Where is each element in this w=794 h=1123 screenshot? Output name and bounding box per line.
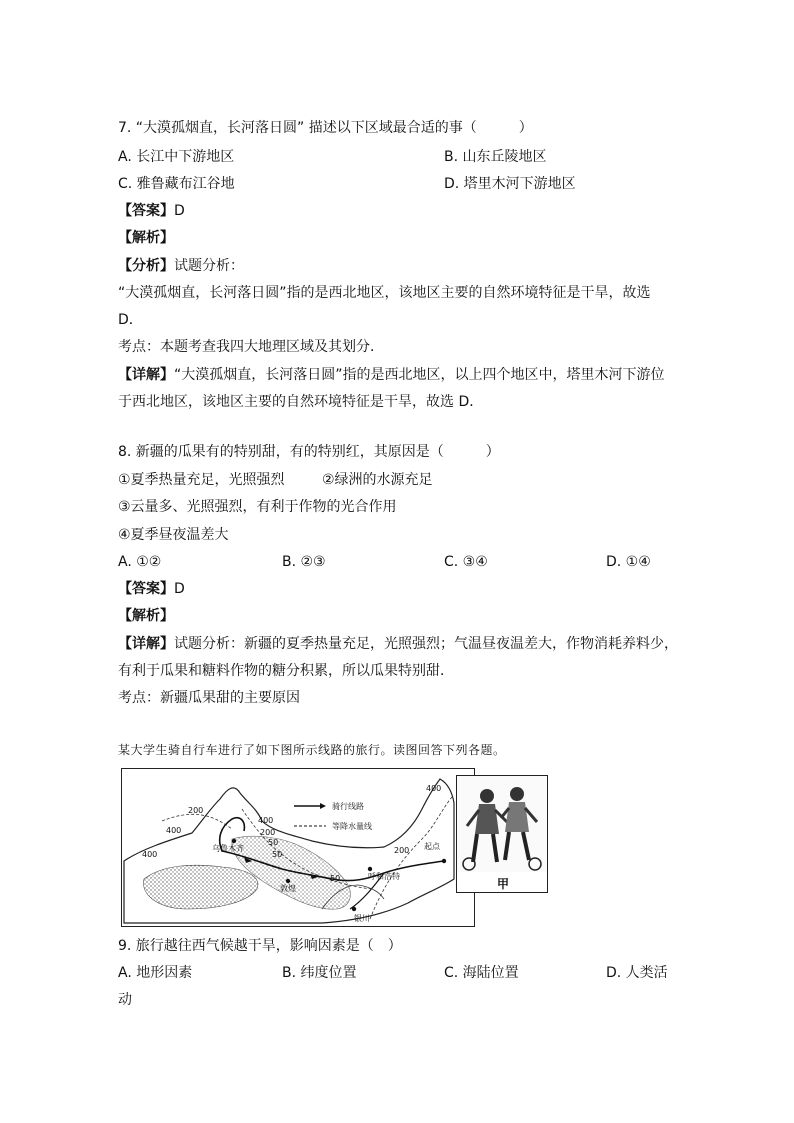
label-yinchuan: 银川: [354, 914, 370, 923]
q8-item-4: ④夏季昼夜温差大: [118, 527, 229, 543]
isohyet-value: 50: [272, 850, 283, 859]
isohyet-value: 400: [426, 784, 442, 793]
q7-fenxi-line: [118, 256, 244, 276]
label-hohhot: 呼和浩特: [368, 872, 400, 881]
gobi-desert: [232, 836, 351, 909]
isohyet-value: 400: [142, 850, 158, 859]
legend-route-arrow: [320, 803, 326, 809]
q8-kaodian: 考点：新疆瓜果甜的主要原因: [118, 690, 300, 706]
isohyet-value: 200: [260, 828, 276, 837]
q9-option-c: C. 海陆位置: [444, 965, 519, 981]
q7-answer-label: 【答案】: [118, 203, 174, 219]
q9-option-a: A. 地形因素: [118, 965, 193, 981]
cyclists-illustration: [457, 776, 547, 892]
q9-option-d: D. 人类活: [606, 965, 668, 981]
isohyet-value: 400: [258, 816, 274, 825]
q7-answer: D: [174, 203, 185, 219]
q7-kaodian: 考点：本题考查我四大地理区域及其划分．: [118, 339, 384, 355]
figure-jia: [456, 775, 548, 893]
q9-option-d-wrap: 动: [118, 992, 132, 1008]
q7-detail-text-1: “大漠孤烟直，长河落日圆”指的是西北地区，以上四个地区中，塔里木河下游位: [174, 367, 665, 383]
q8-option-c: C. ③④: [444, 554, 488, 570]
q7-option-d: D. 塔里木河下游地区: [444, 176, 576, 192]
q7-answer-line: [118, 201, 185, 221]
q8-detail-label: 【详解】: [118, 636, 174, 652]
q8-analysis-label: 【解析】: [118, 608, 174, 624]
q7-body-line-2: D．: [118, 312, 143, 328]
tarim-desert: [144, 865, 258, 909]
q7-fenxi-label: 【分析】: [118, 258, 174, 274]
q7-detail-label: 【详解】: [118, 367, 174, 383]
legend-isohyet-label: 等降水量线: [332, 822, 372, 831]
figure-label: 甲: [497, 877, 510, 891]
city-dot: [368, 867, 372, 871]
q8-item-2: ②绿洲的水源充足: [322, 472, 433, 488]
q7-stem: 7. “大漠孤烟直，长河落日圆” 描述以下区域最合适的事（ ）: [118, 120, 533, 136]
q8-detail-line-1: [118, 634, 678, 654]
isohyet-value: 200: [394, 846, 410, 855]
isohyet-value: 50: [330, 874, 341, 883]
q9-intro: 某大学生骑自行车进行了如下图所示线路的旅行。读图回答下列各题。: [118, 743, 506, 757]
q9-option-b: B. 纬度位置: [282, 965, 357, 981]
route-map: [121, 768, 475, 927]
q7-option-c: C. 雅鲁藏布江谷地: [118, 176, 235, 192]
isohyet-value: 400: [166, 826, 182, 835]
q8-option-a: A. ①②: [118, 554, 162, 570]
legend-route-label: 骑行线路: [332, 802, 364, 811]
label-dunhuang: 敦煌: [280, 884, 296, 893]
q7-option-b: B. 山东丘陵地区: [444, 149, 547, 165]
q8-item-1: ①夏季热量充足，光照强烈: [118, 472, 285, 488]
q8-option-b: B. ②③: [282, 554, 326, 570]
q8-answer-label: 【答案】: [118, 581, 174, 597]
city-dot: [352, 907, 356, 911]
q7-detail-line-2: 于西北地区，该地区主要的自然环境特征是干旱，故选 D．: [118, 394, 484, 410]
city-dot: [232, 839, 236, 843]
q8-stem: 8. 新疆的瓜果有的特别甜，有的特别红，其原因是（ ）: [118, 444, 500, 460]
q8-detail-line-2: 有利于瓜果和糖料作物的糖分积累，所以瓜果特别甜．: [118, 663, 454, 679]
city-dot: [442, 859, 446, 863]
isohyet-value: 200: [188, 806, 204, 815]
q7-fenxi-text: 试题分析：: [174, 258, 244, 274]
q8-answer-line: [118, 579, 185, 599]
isohyet-value: 50: [268, 838, 279, 847]
city-dot: [286, 879, 290, 883]
q7-detail-line-1: [118, 365, 665, 385]
q8-detail-text-1: 试题分析：新疆的夏季热量充足，光照强烈；气温昼夜温差大，作物消耗养料少，: [174, 636, 678, 652]
q8-item-3: ③云量多、光照强烈，有利于作物的光合作用: [118, 499, 397, 515]
q7-analysis-label: 【解析】: [118, 230, 174, 246]
q8-answer: D: [174, 581, 185, 597]
q7-option-a: A. 长江中下游地区: [118, 149, 235, 165]
label-start: 起点: [424, 842, 440, 851]
q7-body-line-1: “大漠孤烟直，长河落日圆”指的是西北地区，该地区主要的自然环境特征是干旱，故选: [118, 285, 651, 301]
q9-stem: 9. 旅行越往西气候越干旱，影响因素是（ ）: [118, 938, 402, 954]
route-map-svg: [122, 769, 474, 926]
label-urumqi: 乌鲁木齐: [212, 844, 244, 853]
q8-option-d: D. ①④: [606, 554, 651, 570]
